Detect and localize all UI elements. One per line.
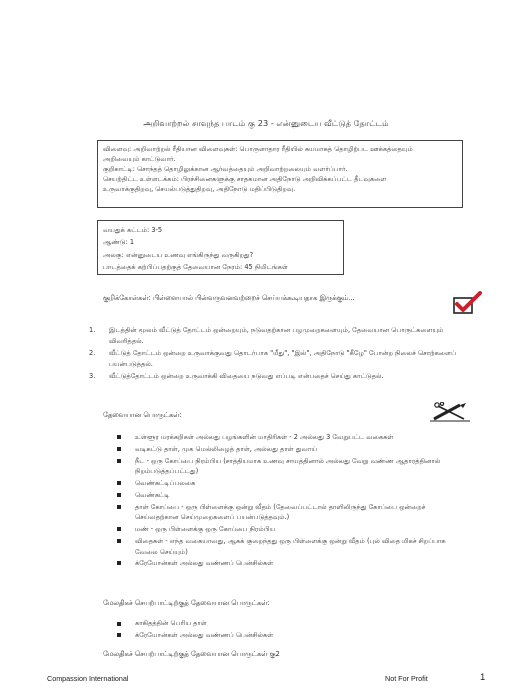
footer-organization: Compassion International [47,674,129,683]
step-text: வீட்டுத் தோட்டம் ஒன்றை உருவாக்குவது தொடர்பாக "மீது", "இல்", அதிநோடு "கீழே" போன்ற நிலைச் சொற்களைப் பயன்படுத்தல். [109,349,456,368]
list-item [89,348,479,369]
extra-materials-list [117,618,273,641]
page-number: 1 [480,672,486,683]
bullet-icon [117,481,121,485]
bullet-icon [117,459,121,463]
list-item [117,502,467,523]
list-item [117,490,467,500]
material-text: வடிகட்டு தாள், முக மெல்லிழைத் தாள், அல்லது தாள் துவாய் [135,444,317,453]
outcome-box [97,140,463,208]
checkmark-box-icon [451,291,483,315]
bullet-icon [117,633,121,637]
pencil-scissors-icon [430,402,472,422]
outcome-line: விளைவு: அறிவாற்றல் ரீதியான விளைவுகள்: பொருளாதார ரீதியில் சுயமாகத் தொழிற்பட ஊக்கத்தையும் [103,145,413,153]
materials-list [117,432,467,570]
step-number: 1. [89,326,96,334]
extra-materials-heading-2: மேலதிகச் செயற்பாட்டிற்குத் தேவையான பொருட்கள் கு2 [103,650,280,658]
step-text: வீட்டுத்தோட்டம் ஒன்றை உருவாக்கி விதையை நடுவது எப்படி என்பதைச் செய்து காட்டுதல். [109,372,384,381]
step-number: 3. [89,372,96,381]
list-item [117,432,467,442]
list-item [117,478,467,488]
bullet-icon [117,539,121,543]
lesson-info-box [97,220,344,275]
bullet-icon [117,447,121,451]
list-item [117,456,467,477]
bullet-icon [117,435,121,439]
material-text: வெண்கட்டிப்பலகை [135,479,196,488]
material-text: நீட - ஒரு கோப்பை நிரம்பிய (சாத்தியமாக உணவு சாயத்தினால் அல்லது வேறு வண்ண ஆதாரத்தினால் நிறம்படுத்தப்பட்டது) [135,456,441,476]
material-text: காகிதத்தின் பெரிய தாள் [135,619,207,627]
page-title: அறிவாற்றல் சாவுந்த பாடம் கு 23 - என்னுடைய வீட்டுத் தோட்டம் [143,118,389,128]
year-label: ஆண்டு: 1 [103,238,135,247]
age-range: வயதுக் கட்டம்: 3-5 [103,226,163,234]
objectives-heading: குறிக்கோள்கள்: பிள்ளையால் பின்வருவனவற்றைச் செய்யக்கூடியதாக இருக்கும்... [103,294,355,302]
bullet-icon [117,561,121,565]
list-item [117,630,273,642]
outcome-line: அறிவையும் காட்டுவார். [103,155,176,163]
material-text: வெண்கட்டி [135,491,170,500]
bullet-icon [117,527,121,531]
material-text: உள்ளூர மரக்கறிகள் அல்லது பழங்களின் மாதிரிகள் - 2 அல்லது 3 வேறுபட்ட வகைகள் [135,433,394,441]
list-item [89,371,479,382]
list-item [117,444,467,454]
step-number: 2. [89,349,96,358]
material-text: விதைகள் - எந்த வகையாவது, ஆகக் குறைந்தது ஒரு பிள்ளைக்கு ஒன்று வீதம் (புல் விதை மிகச் சிறப்பாக வேலை செய்யும்) [135,537,446,556]
list-item [117,558,467,568]
material-text: மண் - ஒரு பிள்ளைக்கு ஒரு கோப்பை நிரம்பிய [135,525,276,534]
materials-heading: தேவையான பொருட்கள்: [103,411,182,419]
unit-label: அலகு: என்னுடைய உணவு எங்கிருந்து வருகிறது? [103,250,254,259]
duration-label: பாடத்தைக் கற்பிப்பதற்குத் தேவையான நேரம்: 45 நிமிடங்கள் [103,262,288,271]
step-text: இடத்தின் மூலம் வீட்டுத் தோட்டம் ஒன்றையும், நடுவதற்கான பழமுறைகளையும், தேவையான பொருட்களையும் விவரித்தல். [109,326,444,345]
material-text: க்ரேயோன்கள் அல்லது வண்ணப் பென்சில்கள் [135,559,274,568]
footer-not-for-profit: Not For Profit [385,674,428,683]
page-footer [0,674,532,688]
list-item [117,524,467,534]
objectives-list [89,325,479,384]
extra-materials-heading: மேலதிகச் செயற்பாட்டிற்குத் தேவையான பொருட்கள்: [103,599,270,607]
bullet-icon [117,622,121,626]
content-line: செயற்திட்ட உள்ளடக்கம்: பிரச்சினைகளுக்கு சாதகமான அதிநோடு அறிவிக்கப்பட்ட தீடவுகளை [103,175,387,183]
material-text: தாள் கோப்பை - ஒரு பிள்ளைக்கு ஒன்று வீதம் (தேவைப்பட்டால் தாளிலிருந்து கோப்பை ஒன்றைச் செய்வதற்கான செய்முறைகளைப் பயன்படுத்தவும்.) [135,502,426,522]
bullet-icon [117,493,121,497]
content-line: உருவாக்குதிறவு, செயல்படுத்துதிறவு, அதிநோடு மதிப்பிடுதிறவு. [103,185,296,193]
list-item [117,536,467,557]
bullet-icon [117,505,121,509]
indicator-line: குறிகாட்டி: சொந்தத் தொழிலுக்கான ஆர்வத்தையும் அறிவாற்றலையும் வளர்ப்பார். [103,165,348,173]
list-item [89,325,479,346]
material-text: க்ரேயோன்கள் அல்லது வண்ணப் பென்சில்கள் [135,630,274,639]
list-item [117,618,273,630]
